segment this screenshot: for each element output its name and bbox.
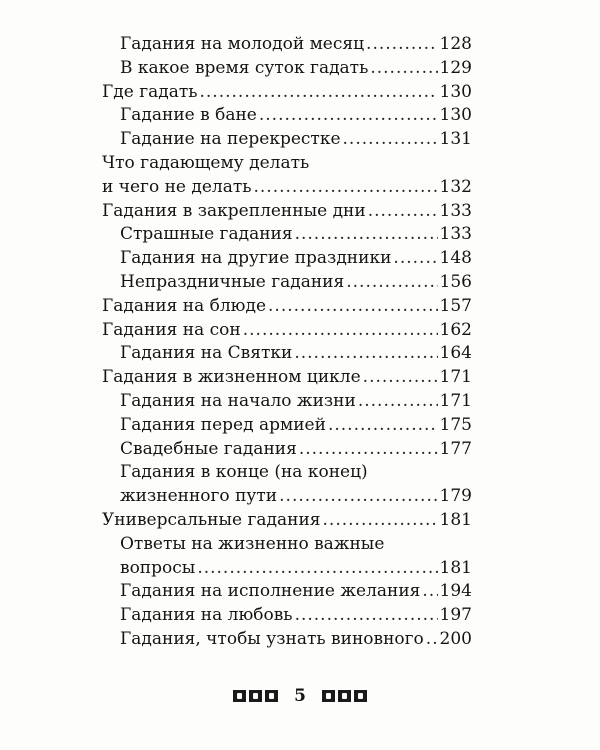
toc-entry	[102, 604, 472, 628]
toc-entry	[102, 461, 472, 509]
toc-entry-page: 194	[439, 581, 472, 602]
toc-entry-title: Гадания на любовь	[120, 605, 293, 626]
dot-leader	[343, 128, 438, 152]
square-ornament-icon	[233, 690, 246, 702]
toc-entry-title-line: Гадания в конце (на конец)	[120, 462, 368, 483]
toc-entry-page: 128	[439, 34, 472, 54]
toc-entry-title-line: Ответы на жизненно важные	[120, 533, 385, 554]
dot-leader	[393, 247, 437, 271]
dot-leader	[328, 414, 438, 438]
dot-leader	[268, 295, 438, 319]
dot-leader	[299, 438, 438, 462]
left-ornament	[233, 690, 278, 702]
dot-leader	[243, 319, 438, 343]
toc-entry-title: Страшные гадания	[120, 224, 293, 245]
toc-entry-page: 133	[439, 200, 472, 221]
toc-entry	[102, 414, 472, 438]
toc-entry	[102, 390, 472, 414]
toc-entry-title: Гадание на перекрестке	[120, 129, 341, 150]
dot-leader	[295, 223, 438, 247]
toc-entry-title: Свадебные гадания	[120, 438, 297, 459]
toc-entry-title: жизненного пути	[120, 486, 278, 507]
toc-entry	[102, 580, 472, 604]
toc-entry	[102, 319, 472, 343]
toc-entry-page: 148	[439, 248, 472, 269]
toc-entry	[102, 33, 472, 57]
toc-entry-page: 177	[439, 438, 472, 459]
toc-entry-page: 171	[439, 390, 472, 411]
toc-entry	[102, 104, 472, 128]
toc-entry	[102, 509, 472, 533]
toc-entry	[102, 128, 472, 152]
dot-leader	[363, 366, 438, 390]
page-footer	[0, 686, 600, 706]
dot-leader	[368, 200, 438, 224]
toc-entry-title-line: Что гадающему делать	[102, 152, 310, 173]
toc-entry	[102, 438, 472, 462]
toc-entry-page: 130	[439, 81, 472, 102]
toc-entry	[102, 342, 472, 366]
dot-leader	[259, 104, 438, 128]
toc-entry-title: Гадания на другие праздники	[120, 248, 392, 269]
toc-entry-title: Гадания на Святки	[120, 343, 293, 364]
dot-leader	[200, 81, 438, 105]
toc-entry	[102, 200, 472, 224]
toc-entry-title: Непраздничные гадания	[120, 271, 345, 292]
toc-entry	[102, 247, 472, 271]
dot-leader	[295, 604, 438, 628]
toc-entry-page: 129	[439, 57, 472, 78]
toc-entry-page: 181	[439, 509, 472, 530]
toc-entry-title: Гадания в закрепленные дни	[102, 200, 366, 221]
square-ornament-icon	[265, 690, 278, 702]
dot-leader	[422, 580, 437, 604]
toc-entry	[102, 152, 472, 200]
toc-entry-title: Где гадать	[102, 81, 198, 102]
toc-entry-title: Гадания на исполнение желания	[120, 581, 421, 602]
toc-entry	[102, 628, 472, 652]
dot-leader	[366, 33, 438, 57]
square-ornament-icon	[322, 690, 335, 702]
toc-entry-page: 132	[439, 176, 472, 197]
toc-entry-title: Гадания на блюде	[102, 295, 267, 316]
right-ornament	[322, 690, 367, 702]
toc-entry	[102, 81, 472, 105]
dot-leader	[346, 271, 437, 295]
dot-leader	[279, 485, 437, 509]
toc-entry-page: 175	[439, 414, 472, 435]
toc-entry-page: 164	[439, 343, 472, 364]
toc-entry-page: 179	[439, 486, 472, 507]
toc-entry	[102, 271, 472, 295]
toc-entry-page: 131	[439, 129, 472, 150]
dot-leader	[197, 557, 437, 581]
toc-entry-title: и чего не делать	[102, 176, 252, 197]
toc-entry-page: 133	[439, 224, 472, 245]
toc-entry-title: Гадания на сон	[102, 319, 241, 340]
toc-entry-title: Гадание в бане	[120, 105, 257, 126]
square-ornament-icon	[249, 690, 262, 702]
table-of-contents	[102, 33, 472, 652]
toc-entry-page: 197	[439, 605, 472, 626]
toc-entry	[102, 57, 472, 81]
dot-leader	[323, 509, 438, 533]
toc-entry-title: Гадания в жизненном цикле	[102, 367, 361, 388]
toc-entry-page: 130	[439, 105, 472, 126]
toc-entry-title: Гадания перед армией	[120, 414, 326, 435]
dot-leader	[294, 342, 437, 366]
page-number: 5	[294, 686, 306, 706]
dot-leader	[254, 176, 438, 200]
toc-entry-page: 171	[439, 367, 472, 388]
toc-entry-page: 156	[439, 271, 472, 292]
square-ornament-icon	[338, 690, 351, 702]
toc-entry	[102, 295, 472, 319]
dot-leader	[426, 628, 438, 652]
dot-leader	[370, 57, 437, 81]
toc-entry-page: 157	[439, 295, 472, 316]
toc-entry-title: Универсальные гадания	[102, 509, 321, 530]
toc-entry-page: 181	[439, 557, 472, 578]
dot-leader	[358, 390, 438, 414]
toc-entry-title: В какое время суток гадать	[120, 57, 369, 78]
toc-entry-title: Гадания на молодой месяц	[120, 34, 365, 54]
toc-entry-title: Гадания на начало жизни	[120, 390, 356, 411]
toc-entry-page: 162	[439, 319, 472, 340]
toc-entry-page: 200	[439, 628, 472, 649]
toc-entry-title: Гадания, чтобы узнать виновного	[120, 628, 424, 649]
toc-entry	[102, 366, 472, 390]
toc-entry-title: вопросы	[120, 557, 196, 578]
toc-entry	[102, 533, 472, 581]
toc-entry	[102, 223, 472, 247]
square-ornament-icon	[354, 690, 367, 702]
